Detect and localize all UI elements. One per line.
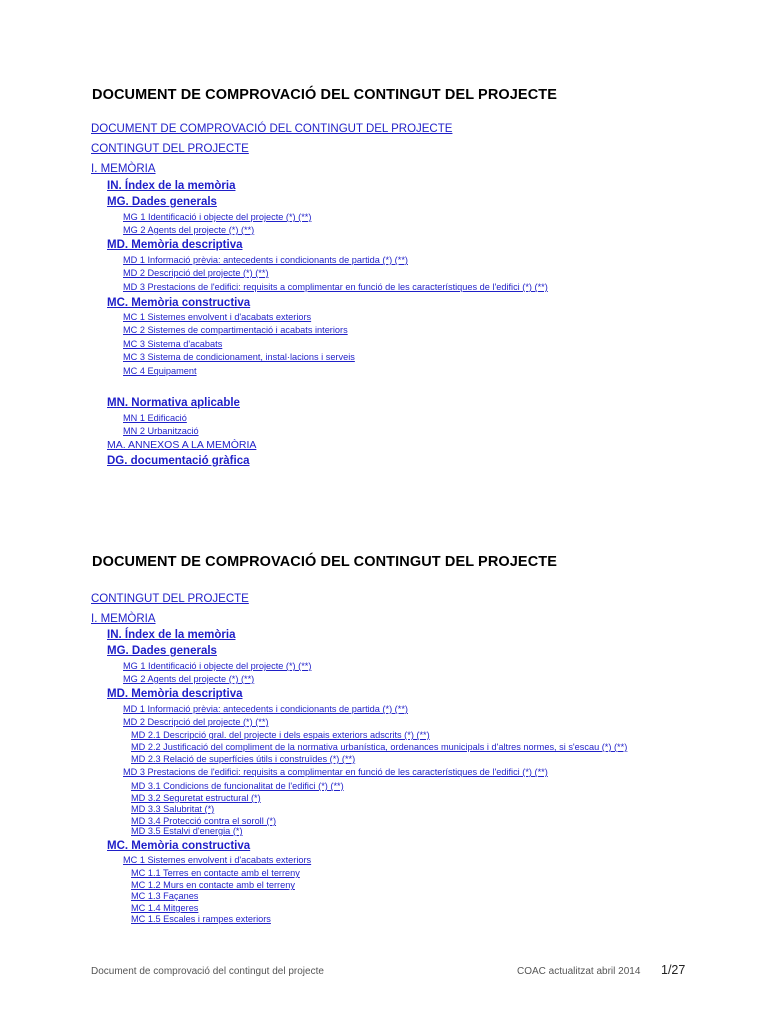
toc1-link-6[interactable]: MG 1 Identificació i objecte del projecte (*) (**) — [123, 212, 312, 222]
toc2-link-13[interactable]: MD 3 Prestacions de l'edifici: requisits a complimentar en funció de les característiques de l'edifici (*) (**) — [123, 767, 548, 777]
toc2-link-6[interactable]: MG 2 Agents del projecte (*) (**) — [123, 674, 255, 684]
toc1-link-1[interactable]: DOCUMENT DE COMPROVACIÓ DEL CONTINGUT DEL PROJECTE — [91, 123, 453, 135]
toc2-link-9[interactable]: MD 2 Descripció del projecte (*) (**) — [123, 717, 269, 727]
toc1-link-16[interactable]: MC 3 Sistema de condicionament, instal·lacions i serveis — [123, 352, 355, 362]
toc1-link-17[interactable]: MC 4 Equipament — [123, 366, 197, 376]
toc2-link-23[interactable]: MC 1.3 Façanes — [131, 891, 199, 901]
toc1-link-12[interactable]: MC. Memòria constructiva — [107, 297, 251, 309]
page-title: DOCUMENT DE COMPROVACIÓ DEL CONTINGUT DEL PROJECTE — [92, 87, 557, 103]
toc1-link-14[interactable]: MC 2 Sistemes de compartimentació i acabats interiors — [123, 325, 348, 335]
footer-org: COAC actualitzat abril 2014 — [517, 966, 641, 977]
toc2-link-14[interactable]: MD 3.1 Condicions de funcionalitat de l'edifici (*) (**) — [131, 781, 344, 791]
toc2-link-22[interactable]: MC 1.2 Murs en contacte amb el terreny — [131, 880, 295, 890]
toc2-link-4[interactable]: MG. Dades generals — [107, 645, 217, 657]
toc2-link-1[interactable]: CONTINGUT DEL PROJECTE — [91, 593, 249, 605]
toc1-link-10[interactable]: MD 2 Descripció del projecte (*) (**) — [123, 268, 269, 278]
toc1-link-8[interactable]: MD. Memòria descriptiva — [107, 239, 243, 251]
toc1-link-3[interactable]: I. MEMÒRIA — [91, 163, 156, 175]
toc2-link-19[interactable]: MC. Memòria constructiva — [107, 840, 251, 852]
toc2-link-10[interactable]: MD 2.1 Descripció gral. del projecte i dels espais exteriors adscrits (*) (**) — [131, 730, 430, 740]
toc2-link-7[interactable]: MD. Memòria descriptiva — [107, 688, 243, 700]
toc2-link-3[interactable]: IN. Índex de la memòria — [107, 629, 236, 641]
toc1-link-13[interactable]: MC 1 Sistemes envolvent i d'acabats exteriors — [123, 312, 312, 322]
toc2-link-5[interactable]: MG 1 Identificació i objecte del projecte (*) (**) — [123, 661, 312, 671]
toc1-link-20[interactable]: MN 2 Urbanització — [123, 426, 199, 436]
toc2-link-11[interactable]: MD 2.2 Justificació del compliment de la normativa urbanística, ordenances municipals i d'altres normes, si s'escau (*) (**) — [131, 742, 628, 752]
toc1-link-2[interactable]: CONTINGUT DEL PROJECTE — [91, 143, 249, 155]
toc2-link-24[interactable]: MC 1.4 Mitgeres — [131, 903, 199, 913]
toc1-link-21[interactable]: MA. ANNEXOS A LA MEMÒRIA — [107, 439, 257, 451]
footer-title: Document de comprovació del contingut del projecte — [91, 966, 324, 977]
toc2-link-15[interactable]: MD 3.2 Seguretat estructural (*) — [131, 793, 261, 803]
toc1-link-15[interactable]: MC 3 Sistema d'acabats — [123, 339, 223, 349]
toc2-link-21[interactable]: MC 1.1 Terres en contacte amb el terreny — [131, 868, 300, 878]
page-number: 1/27 — [661, 963, 686, 977]
toc1-link-7[interactable]: MG 2 Agents del projecte (*) (**) — [123, 225, 255, 235]
toc2-link-12[interactable]: MD 2.3 Relació de superfícies útils i construïdes (*) (**) — [131, 754, 356, 764]
toc1-link-5[interactable]: MG. Dades generals — [107, 196, 217, 208]
toc1-link-11[interactable]: MD 3 Prestacions de l'edifici: requisits a complimentar en funció de les característiques de l'edifici (*) (**) — [123, 282, 548, 292]
toc1-link-4[interactable]: IN. Índex de la memòria — [107, 180, 236, 192]
toc1-link-22[interactable]: DG. documentació gràfica — [107, 455, 250, 467]
toc2-link-17[interactable]: MD 3.4 Protecció contra el soroll (*) — [131, 816, 277, 826]
toc1-link-9[interactable]: MD 1 Informació prèvia: antecedents i condicionants de partida (*) (**) — [123, 255, 408, 265]
toc2-link-20[interactable]: MC 1 Sistemes envolvent i d'acabats exteriors — [123, 855, 312, 865]
section-title: DOCUMENT DE COMPROVACIÓ DEL CONTINGUT DEL PROJECTE — [92, 554, 557, 570]
toc2-link-8[interactable]: MD 1 Informació prèvia: antecedents i condicionants de partida (*) (**) — [123, 704, 408, 714]
toc2-link-18[interactable]: MD 3.5 Estalvi d'energia (*) — [131, 826, 243, 836]
toc1-link-19[interactable]: MN 1 Edificació — [123, 413, 187, 423]
toc2-link-2[interactable]: I. MEMÒRIA — [91, 613, 156, 625]
toc1-link-18[interactable]: MN. Normativa aplicable — [107, 397, 240, 409]
toc2-link-16[interactable]: MD 3.3 Salubritat (*) — [131, 804, 215, 814]
toc2-link-25[interactable]: MC 1.5 Escales i rampes exteriors — [131, 914, 271, 924]
